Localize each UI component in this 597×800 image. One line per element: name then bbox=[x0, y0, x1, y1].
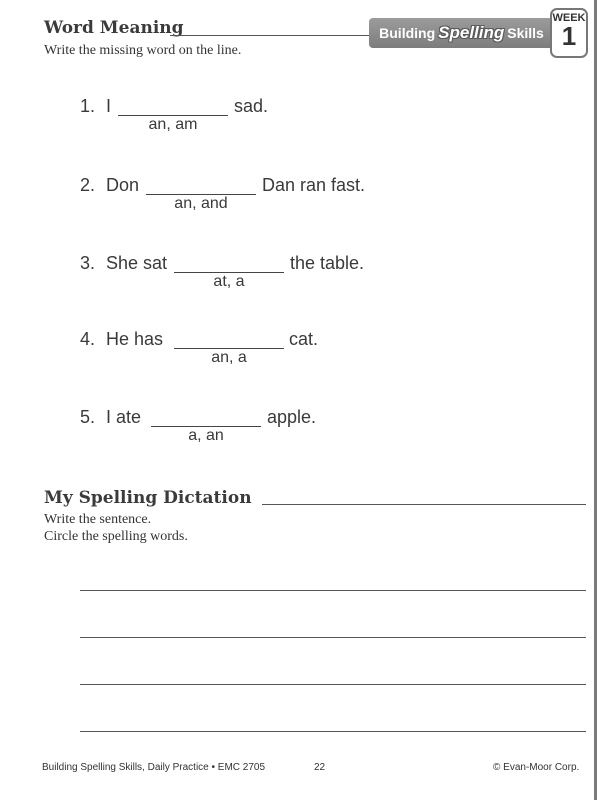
footer-copyright: © Evan-Moor Corp. bbox=[493, 762, 580, 773]
building-spelling-skills-banner bbox=[369, 18, 554, 48]
week-label: WEEK bbox=[552, 12, 586, 24]
question-number: 4. bbox=[80, 329, 96, 349]
footer-page-number: 22 bbox=[314, 762, 326, 773]
question-text-after: the table. bbox=[290, 253, 365, 273]
question-text-before: I bbox=[106, 96, 112, 116]
question-text-after: cat. bbox=[289, 329, 319, 349]
question-number: 1. bbox=[80, 96, 96, 116]
dictation-instruction-1: Write the sentence. bbox=[44, 512, 152, 527]
writing-line[interactable] bbox=[80, 590, 586, 591]
question-text-after: apple. bbox=[267, 407, 317, 427]
question-number: 5. bbox=[80, 407, 96, 427]
week-number: 1 bbox=[561, 21, 577, 51]
word-choices: at, a bbox=[213, 273, 245, 290]
word-meaning-title-rule bbox=[170, 35, 370, 36]
writing-line[interactable] bbox=[80, 637, 586, 638]
question-text-after: Dan ran fast. bbox=[262, 175, 366, 195]
question-number: 3. bbox=[80, 253, 96, 273]
footer-book-info: Building Spelling Skills, Daily Practice • EMC 2705 bbox=[42, 762, 266, 773]
word-choices: an, and bbox=[174, 195, 228, 212]
banner-word-spelling: Spelling bbox=[438, 23, 505, 42]
question-text-before: He has bbox=[106, 329, 164, 349]
dictation-instruction-2: Circle the spelling words. bbox=[44, 529, 188, 544]
writing-line[interactable] bbox=[80, 684, 586, 685]
word-meaning-instruction: Write the missing word on the line. bbox=[44, 43, 242, 58]
question-text-before: She sat bbox=[106, 253, 168, 273]
writing-line[interactable] bbox=[80, 731, 586, 732]
question-text-after: sad. bbox=[234, 96, 269, 116]
banner-word-building: Building bbox=[379, 25, 436, 41]
word-choices: an, a bbox=[211, 349, 247, 366]
dictation-title-rule bbox=[262, 504, 586, 505]
question-number: 2. bbox=[80, 175, 96, 195]
banner-word-skills: Skills bbox=[507, 25, 544, 41]
word-meaning-title: Word Meaning bbox=[44, 18, 184, 38]
question-text-before: Don bbox=[106, 175, 140, 195]
word-choices: a, an bbox=[188, 427, 224, 444]
question-text-before: I ate bbox=[106, 407, 142, 427]
week-badge bbox=[550, 8, 588, 58]
word-choices: an, am bbox=[148, 116, 198, 133]
dictation-title: My Spelling Dictation bbox=[44, 488, 252, 508]
